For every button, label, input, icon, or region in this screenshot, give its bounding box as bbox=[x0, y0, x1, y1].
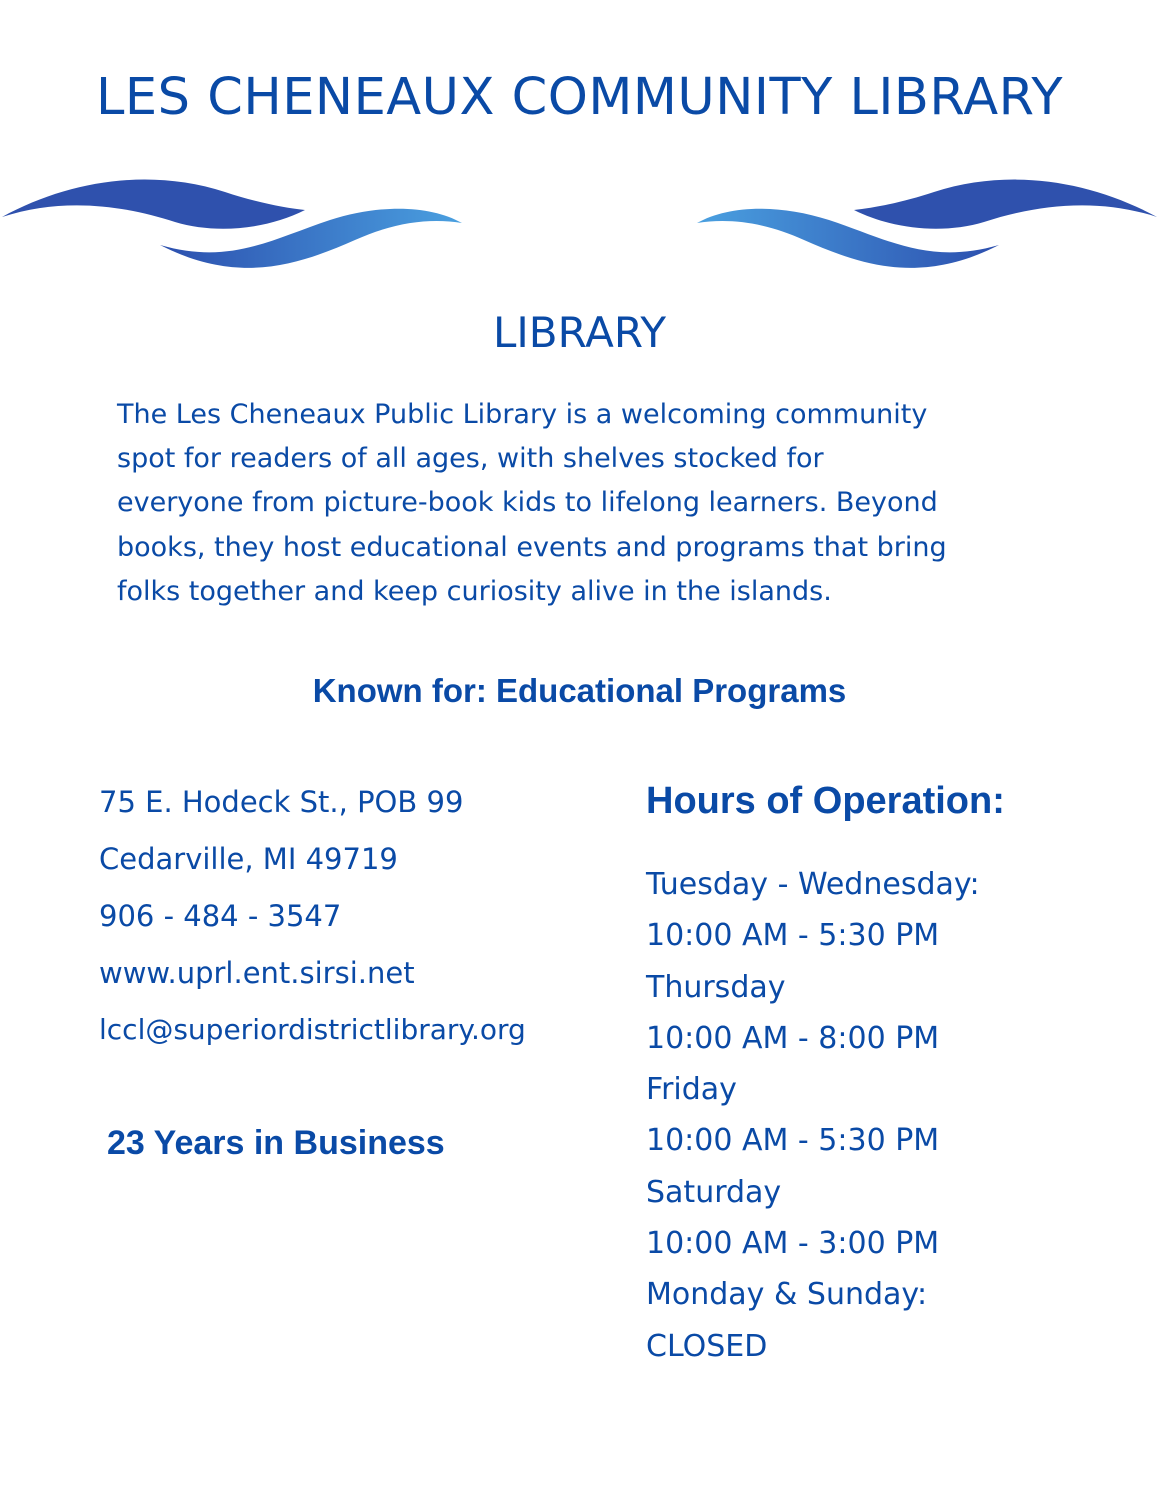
hours-line: Thursday bbox=[646, 969, 786, 1005]
known-for-heading: Known for: Educational Programs bbox=[312, 672, 847, 709]
description-line: books, they host educational events and programs that bring bbox=[117, 531, 947, 563]
contact-info bbox=[99, 782, 629, 1067]
description bbox=[117, 393, 1077, 614]
hours-line: 10:00 AM - 3:00 PM bbox=[646, 1226, 940, 1262]
section-heading: LIBRARY bbox=[493, 308, 666, 357]
hours-line: Tuesday - Wednesday: bbox=[646, 867, 980, 902]
address-line-1: 75 E. Hodeck St., POB 99 bbox=[99, 785, 464, 819]
description-line: folks together and keep curiosity alive in the islands. bbox=[117, 575, 832, 607]
wave-left-upper bbox=[2, 180, 305, 229]
email-link[interactable]: lccl@superiordistrictlibrary.org bbox=[99, 1013, 526, 1046]
description-line: The Les Cheneaux Public Library is a welcoming community bbox=[117, 399, 928, 430]
hours-heading: Hours of Operation: bbox=[646, 780, 1005, 822]
address-line-2: Cedarville, MI 49719 bbox=[99, 842, 398, 876]
wave-decoration bbox=[0, 160, 1159, 290]
phone-number: 906 - 484 - 3547 bbox=[99, 899, 342, 933]
website-link[interactable]: www.uprl.ent.sirsi.net bbox=[99, 956, 415, 990]
hours-line: Saturday bbox=[646, 1174, 782, 1210]
hours-line: 10:00 AM - 8:00 PM bbox=[646, 1020, 940, 1056]
page-title: LES CHENEAUX COMMUNITY LIBRARY bbox=[96, 68, 1063, 127]
years-in-business: 23 Years in Business bbox=[107, 1124, 445, 1162]
hours-line: Friday bbox=[646, 1072, 737, 1108]
hours-line: CLOSED bbox=[646, 1328, 768, 1364]
description-line: everyone from picture-book kids to lifelong learners. Beyond bbox=[117, 487, 938, 519]
wave-right-upper bbox=[854, 180, 1157, 229]
hours-line: 10:00 AM - 5:30 PM bbox=[646, 1123, 940, 1159]
hours-list bbox=[646, 862, 1146, 1375]
hours-line: 10:00 AM - 5:30 PM bbox=[646, 918, 940, 954]
description-line: spot for readers of all ages, with shelves stocked for bbox=[117, 443, 824, 475]
hours-line: Monday & Sunday: bbox=[646, 1277, 928, 1313]
